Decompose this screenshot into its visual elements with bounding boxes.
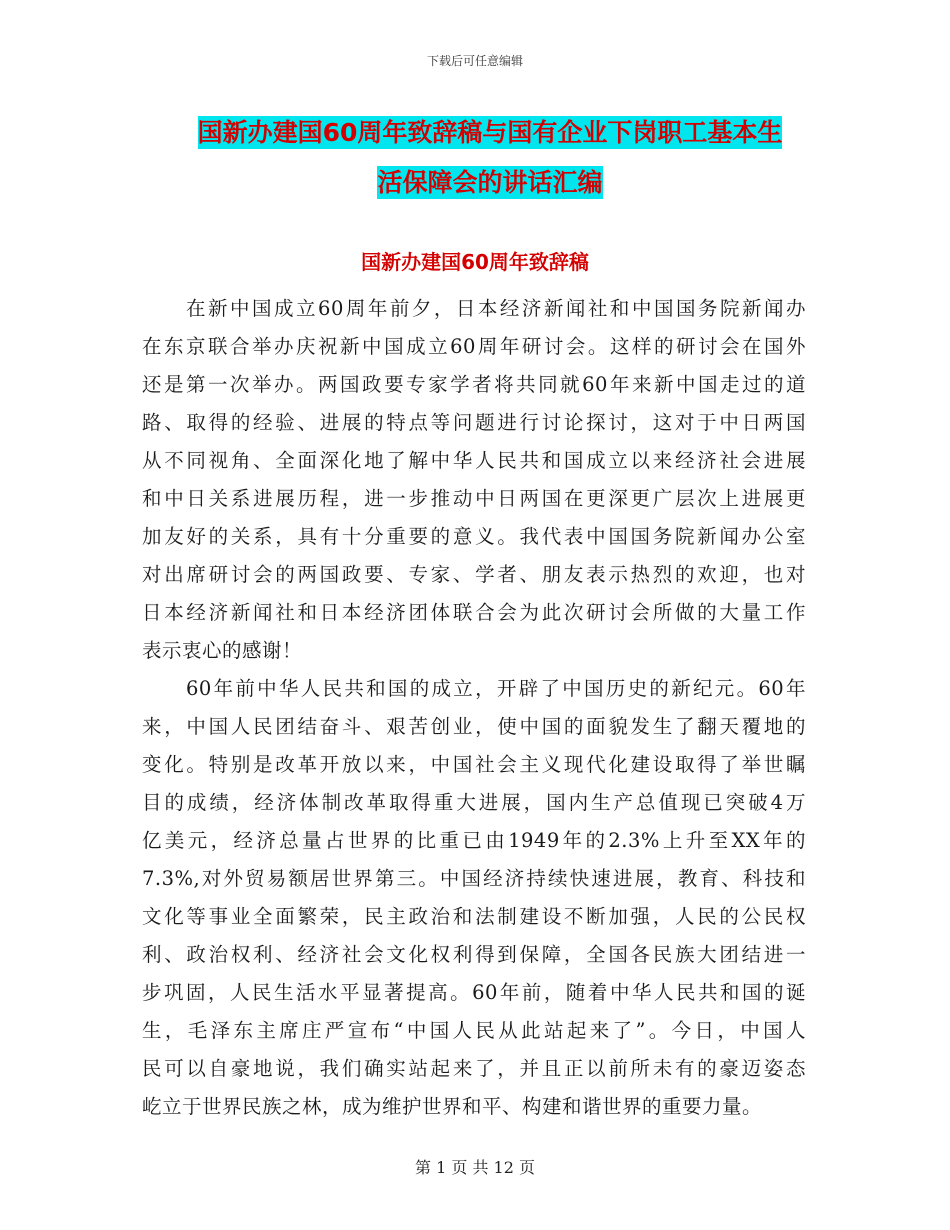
- text-line: 路、取得的经验、进展的特点等问题进行讨论探讨，这对于中日两国: [142, 411, 806, 434]
- text-line: 60年前中华人民共和国的成立，开辟了中国历史的新纪元。60年: [186, 677, 806, 700]
- text-line: 生，毛泽东主席庄严宣布“中国人民从此站起来了”。今日，中国人: [142, 1019, 806, 1042]
- text-line: 屹立于世界民族之林，成为维护世界和平、构建和谐世界的重要力量。: [142, 1095, 763, 1118]
- section-title: 国新办建国60周年致辞稿: [361, 250, 589, 274]
- text-line: 加友好的关系，具有十分重要的意义。我代表中国国务院新闻办公室: [142, 525, 806, 548]
- text-line: 变化。特别是改革开放以来，中国社会主义现代化建设取得了举世瞩: [142, 753, 806, 776]
- page-number: 第 1 页 共 12 页: [415, 1158, 535, 1177]
- text-line: 从不同视角、全面深化地了解中华人民共和国成立以来经济社会进展: [142, 449, 806, 472]
- document-title: [140, 108, 840, 208]
- text-line: 亿美元，经济总量占世界的比重已由1949年的2.3%上升至XX年的: [142, 829, 806, 852]
- text-line: 目的成绩，经济体制改革取得重大进展，国内生产总值现已突破4万: [142, 791, 806, 814]
- text-line: 7.3%,对外贸易额居世界第三。中国经济持续快速进展，教育、科技和: [142, 867, 806, 890]
- body-text: [142, 290, 806, 1126]
- text-line: 对出席研讨会的两国政要、专家、学者、朋友表示热烈的欢迎，也对: [142, 563, 806, 586]
- title-line-2: 活保障会的讲话汇编: [377, 168, 603, 197]
- header-note: 下载后可任意编辑: [426, 54, 523, 68]
- text-line: 日本经济新闻社和日本经济团体联合会为此次研讨会所做的大量工作: [142, 601, 806, 624]
- text-line: 来，中国人民团结奋斗、艰苦创业，使中国的面貌发生了翻天覆地的: [142, 715, 806, 738]
- text-line: 在东京联合举办庆祝新中国成立60周年研讨会。这样的研讨会在国外: [142, 335, 806, 358]
- text-line: 和中日关系进展历程，进一步推动中日两国在更深更广层次上进展更: [142, 487, 806, 510]
- text-line: 步巩固，人民生活水平显著提高。60年前，随着中华人民共和国的诞: [142, 981, 806, 1004]
- text-line: 利、政治权利、经济社会文化权利得到保障，全国各民族大团结进一: [142, 943, 806, 966]
- text-line: 在新中国成立60周年前夕，日本经济新闻社和中国国务院新闻办: [186, 297, 806, 320]
- text-line: 表示衷心的感谢！: [142, 639, 303, 662]
- title-line-1: 国新办建国60周年致辞稿与国有企业下岗职工基本生: [197, 118, 783, 147]
- text-line: 文化等事业全面繁荣，民主政治和法制建设不断加强，人民的公民权: [142, 905, 806, 928]
- text-line: 还是第一次举办。两国政要专家学者将共同就60年来新中国走过的道: [142, 373, 806, 396]
- text-line: 民可以自豪地说，我们确实站起来了，并且正以前所未有的豪迈姿态: [142, 1057, 806, 1080]
